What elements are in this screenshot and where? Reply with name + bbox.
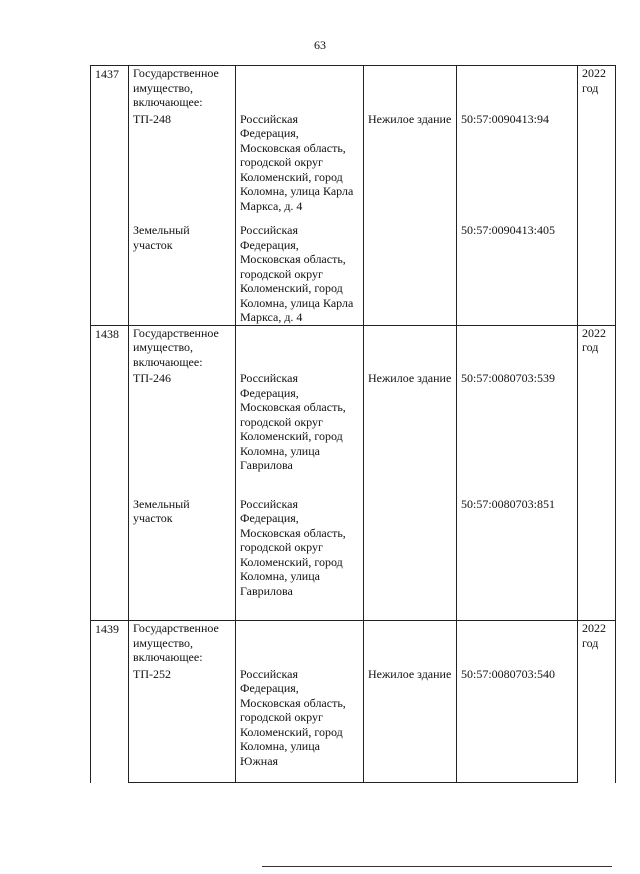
record-number: 1437 xyxy=(91,66,129,326)
record-year: 2022 год xyxy=(578,621,616,783)
item-name: ТП-252 xyxy=(129,665,236,783)
item-type: Нежилое здание xyxy=(364,665,457,783)
item-type: Нежилое здание xyxy=(364,369,457,473)
cell-empty xyxy=(236,66,364,110)
table-row xyxy=(91,110,616,214)
property-registry-table xyxy=(90,65,616,783)
record-number: 1438 xyxy=(91,325,129,621)
record-header: Государственное имущество, включающее: xyxy=(129,621,236,665)
table-row xyxy=(91,473,616,621)
page-number: 63 xyxy=(314,38,326,52)
item-cadastral: 50:57:0080703:851 xyxy=(457,473,578,621)
item-address: Российская Федерация, Московская область, городской округ Коломенский, город Коломна, улица Гаврилова xyxy=(236,369,364,473)
record-header: Государственное имущество, включающее: xyxy=(129,325,236,369)
item-cadastral: 50:57:0090413:94 xyxy=(457,110,578,214)
item-type xyxy=(364,473,457,621)
table-row xyxy=(91,369,616,473)
item-address: Российская Федерация, Московская область, городской округ Коломенский, город Коломна, улица Южная xyxy=(236,665,364,783)
cell-empty xyxy=(364,66,457,110)
table-row xyxy=(91,665,616,783)
cell-empty xyxy=(364,621,457,665)
cell-empty xyxy=(236,325,364,369)
item-address: Российская Федерация, Московская область, городской округ Коломенский, город Коломна, улица Гаврилова xyxy=(236,473,364,621)
item-address: Российская Федерация, Московская область, городской округ Коломенский, город Коломна, улица Карла Маркса, д. 4 xyxy=(236,213,364,325)
item-name: ТП-248 xyxy=(129,110,236,214)
item-name: Земельный участок xyxy=(129,213,236,325)
item-cadastral: 50:57:0090413:405 xyxy=(457,213,578,325)
item-name: ТП-246 xyxy=(129,369,236,473)
cell-empty xyxy=(364,325,457,369)
item-cadastral: 50:57:0080703:539 xyxy=(457,369,578,473)
cell-empty xyxy=(457,325,578,369)
item-type xyxy=(364,213,457,325)
table-row xyxy=(91,66,616,110)
record-year: 2022 год xyxy=(578,66,616,326)
item-address: Российская Федерация, Московская область, городской округ Коломенский, город Коломна, улица Карла Маркса, д. 4 xyxy=(236,110,364,214)
record-header: Государственное имущество, включающее: xyxy=(129,66,236,110)
item-name: Земельный участок xyxy=(129,473,236,621)
cell-empty xyxy=(236,621,364,665)
cell-empty xyxy=(457,66,578,110)
table-row xyxy=(91,213,616,325)
item-cadastral: 50:57:0080703:540 xyxy=(457,665,578,783)
table-row xyxy=(91,621,616,665)
table-row xyxy=(91,325,616,369)
item-type: Нежилое здание xyxy=(364,110,457,214)
record-number: 1439 xyxy=(91,621,129,783)
footer-divider xyxy=(262,866,612,867)
cell-empty xyxy=(457,621,578,665)
record-year: 2022 год xyxy=(578,325,616,621)
